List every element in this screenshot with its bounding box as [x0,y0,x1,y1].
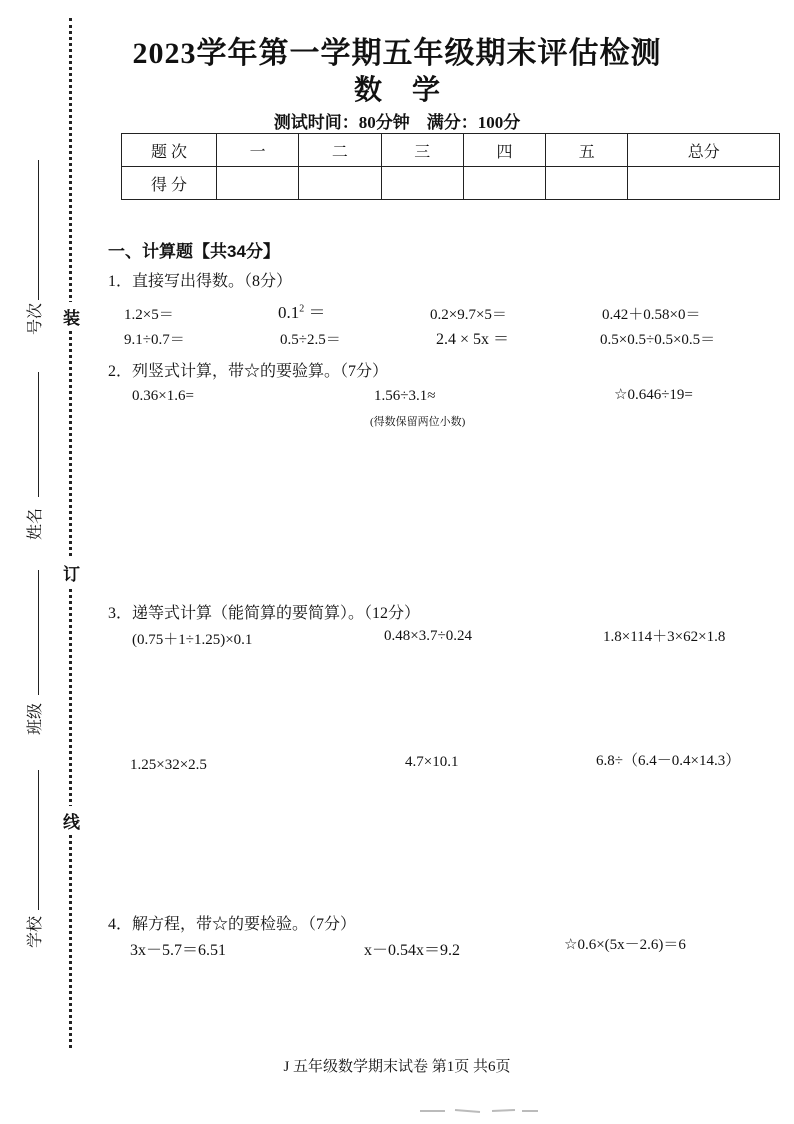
page-footer: J 五年级数学期末试卷 第1页 共6页 [283,1059,511,1075]
field-line-name [38,372,39,497]
exam-title: 2023学年第一学期五年级期末评估检测 [132,37,662,70]
q1-item: 1.2×5＝ [124,307,174,323]
q2-prompt: 2．列竖式计算，带☆的要验算。（7分） [108,363,389,380]
q3-prompt: 3．递等式计算（能简算的要简算）。（12分） [108,605,421,622]
q1-item: 9.1÷0.7＝ [124,332,185,348]
score-table-header: 总分 [628,134,780,167]
q3-item: 4.7×10.1 [405,754,459,770]
q3-item: 0.48×3.7÷0.24 [384,628,472,644]
score-table-header: 三 [381,134,463,167]
score-cell[interactable] [463,167,545,200]
q3-item: 1.8×114＋3×62×1.8 [603,629,726,645]
score-table-header: 四 [463,134,545,167]
q1-item: 0.2×9.7×5＝ [430,307,507,323]
q3-item: 6.8÷（6.4－0.4×14.3） [596,753,741,769]
binding-char-ding: 订 [63,558,80,587]
field-label-name: 姓名 [27,507,44,540]
q1-power-equals: ＝ [308,303,326,322]
score-table-header: 五 [546,134,628,167]
q4-prompt: 4．解方程，带☆的要检验。（7分） [108,916,357,933]
score-table-header: 题 次 [122,134,217,167]
field-line-number [38,160,39,300]
q4-item: ☆0.6×(5x－2.6)＝6 [564,937,686,953]
q1-item: 0.5×0.5÷0.5×0.5＝ [600,332,716,348]
scan-mark [420,1108,540,1114]
score-cell[interactable] [628,167,780,200]
score-table-header: 一 [217,134,299,167]
score-cell[interactable] [217,167,299,200]
score-table-score-row [122,167,780,200]
score-cell[interactable] [546,167,628,200]
q2-item: ☆0.646÷19= [614,387,693,403]
q1-item: 0.42＋0.58×0＝ [602,307,701,323]
score-row-label: 得 分 [122,167,217,200]
q1-item: 0.5÷2.5＝ [280,332,341,348]
q3-item: 1.25×32×2.5 [130,757,207,773]
q1-power-exponent: 2 [299,303,305,315]
subject-title: 数学 [353,75,470,106]
q2-item: 1.56÷3.1≈ [374,388,436,404]
q2-rounding-note: (得数保留两位小数) [370,416,466,428]
section-heading: 一、计算题【共34分】 [108,242,280,261]
field-line-school [38,770,39,910]
score-table [121,133,780,200]
field-label-school: 学校 [27,915,44,948]
score-table-header-row [122,134,780,167]
field-line-class [38,570,39,695]
q4-item: x－0.54x＝9.2 [364,942,461,959]
binding-dotted-line [69,18,72,1048]
q1-prompt: 1．直接写出得数。（8分） [108,273,293,290]
score-cell[interactable] [299,167,381,200]
score-table-header: 二 [299,134,381,167]
field-label-class: 班级 [27,702,44,735]
field-label-number: 号次 [27,302,44,335]
binding-char-zhuang: 装 [63,302,80,331]
q3-item: (0.75＋1÷1.25)×0.1 [132,632,253,648]
q1-item: 2.4 × 5x ＝ [436,331,510,348]
binding-char-xian: 线 [63,806,80,835]
q2-item: 0.36×1.6= [132,388,194,404]
q1-item-power [278,298,326,323]
q1-power-base: 0.1 [278,303,300,322]
score-cell[interactable] [381,167,463,200]
test-info: 测试时间：80分钟 满分：100分 [273,113,521,132]
q4-item: 3x－5.7＝6.51 [130,942,227,959]
